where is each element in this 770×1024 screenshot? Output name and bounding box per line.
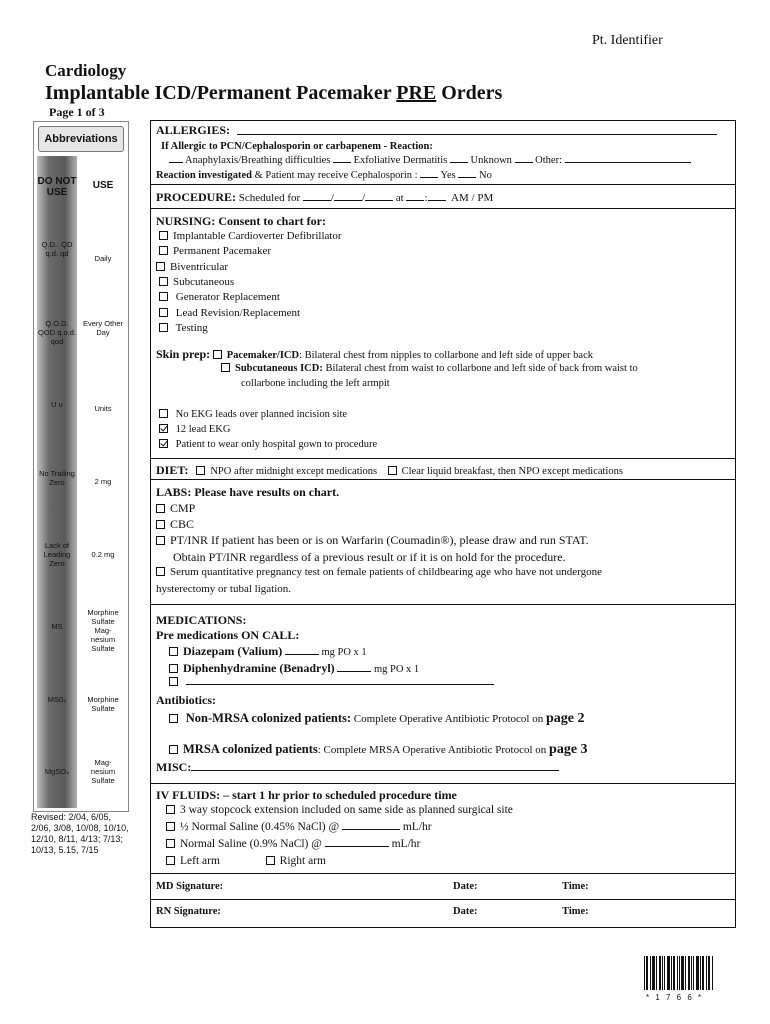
lab-cbc[interactable]: CBC: [156, 517, 194, 532]
checkbox-icon[interactable]: [169, 745, 178, 754]
rn-signature-label: RN Signature:: [156, 906, 221, 917]
md-signature-label: MD Signature:: [156, 881, 224, 892]
diazepam-order[interactable]: Diazepam (Valium) mg PO x 1: [169, 644, 367, 659]
iv-normal-saline[interactable]: Normal Saline (0.9% NaCl) @ mL/hr: [166, 838, 420, 850]
checkbox-icon[interactable]: [266, 856, 275, 865]
iv-arm-options: [166, 855, 326, 867]
procedure-year[interactable]: [365, 200, 393, 201]
checkbox-icon[interactable]: [159, 323, 168, 332]
md-date-label: Date:: [453, 881, 478, 892]
checkbox-icon[interactable]: [159, 409, 168, 418]
checkbox-icon[interactable]: [159, 308, 168, 317]
do-not-use-header: DO NOT USE: [37, 176, 77, 198]
checkbox-icon[interactable]: [388, 466, 397, 475]
normal-saline-rate-field[interactable]: [325, 846, 389, 847]
checkbox-icon[interactable]: [156, 567, 165, 576]
checkbox-icon[interactable]: [169, 647, 178, 656]
barcode: [644, 956, 714, 992]
md-signature-row: [151, 873, 735, 874]
checkbox-icon[interactable]: [169, 664, 178, 673]
reaction-investigated-line: Reaction investigated & Patient may receive Cephalosporin : Yes No: [156, 170, 492, 181]
allergies-label: ALLERGIES:: [156, 123, 231, 137]
abbr-use-6: Morphine Sulfate Mag- nesium Sulfate: [87, 608, 119, 653]
antibiotics-label: Antibiotics:: [156, 693, 216, 707]
checkbox-icon[interactable]: [159, 277, 168, 286]
checkbox-icon[interactable]: [166, 822, 175, 831]
pre-medications-label: Pre medications ON CALL:: [156, 628, 300, 642]
diazepam-dose-field[interactable]: [285, 654, 319, 655]
allergies-field[interactable]: [237, 134, 717, 135]
checkbox-icon[interactable]: [169, 714, 178, 723]
iv-half-normal-saline[interactable]: ½ Normal Saline (0.45% NaCl) @ mL/hr: [166, 821, 432, 833]
reaction-unknown-blank[interactable]: [450, 162, 468, 163]
barcode-bars-icon: [644, 956, 714, 992]
iv-stopcock[interactable]: 3 way stopcock extension included on same side as planned surgical site: [166, 804, 513, 816]
abbr-dont-5: Lack of Leading Zero: [43, 541, 71, 568]
abbr-dont-8: MgSO₄: [44, 767, 70, 776]
procedure-line: PROCEDURE: Scheduled for / / at : AM / PM: [156, 190, 494, 204]
abbr-dont-2: Q.O.D. QOD q.o.d. qod: [38, 319, 76, 346]
abbr-use-4: 2 mg: [94, 477, 112, 486]
checkbox-icon[interactable]: [213, 350, 222, 359]
checkbox-icon[interactable]: [156, 504, 165, 513]
abbr-dont-3: U u: [51, 400, 63, 409]
abbr-use-7: Morphine Sulfate: [87, 695, 119, 713]
pcn-reaction-line: If Allergic to PCN/Cephalosporin or carbapenem - Reaction:: [161, 141, 433, 152]
rn-signature-field[interactable]: [231, 906, 441, 920]
diet-section: [151, 458, 735, 459]
abbr-use-3: Units: [94, 404, 112, 413]
skin-prep-pacemaker[interactable]: Skin prep: Pacemaker/ICD: Bilateral chest from nipples to collarbone and left side of upper back: [156, 347, 593, 361]
checkbox-icon[interactable]: [196, 466, 205, 475]
procedure-hour[interactable]: [406, 200, 424, 201]
consent-pacemaker[interactable]: Permanent Pacemaker: [159, 245, 271, 257]
abbr-dont-6: MS: [51, 622, 63, 631]
diphenhydramine-dose-field[interactable]: [337, 671, 371, 672]
checkbox-icon[interactable]: [166, 839, 175, 848]
other-premed[interactable]: [169, 677, 494, 688]
procedure-day[interactable]: [334, 200, 362, 201]
consent-lead-revision[interactable]: Lead Revision/Replacement: [159, 307, 300, 319]
checkbox-icon[interactable]: [159, 246, 168, 255]
labs-label: LABS: Please have results on chart.: [156, 485, 340, 499]
lab-pregnancy[interactable]: Serum quantitative pregnancy test on female patients of childbearing age who have not undergone: [156, 566, 602, 578]
skin-prep-subcutaneous[interactable]: Subcutaneous ICD: Bilateral chest from waist to collarbone and left side of back from waist to: [221, 363, 638, 374]
reaction-anaphylaxis-blank[interactable]: [169, 162, 183, 163]
cephalosporin-yes-blank[interactable]: [420, 177, 438, 178]
twelve-lead-ekg[interactable]: 12 lead EKG: [159, 424, 230, 435]
reaction-dermatitis-blank[interactable]: [333, 162, 351, 163]
rn-date-label: Date:: [453, 906, 478, 917]
medications-label: MEDICATIONS:: [156, 613, 247, 627]
checkbox-icon[interactable]: [221, 363, 230, 372]
cephalosporin-no-blank[interactable]: [458, 177, 476, 178]
checkbox-icon[interactable]: [156, 520, 165, 529]
other-premed-field[interactable]: [186, 684, 494, 685]
procedure-section: [151, 184, 735, 185]
orders-form: [150, 120, 736, 928]
checkbox-icon[interactable]: [156, 262, 165, 271]
lab-ptinr[interactable]: PT/INR If patient has been or is on Warfarin (Coumadin®), please draw and run STAT.: [156, 533, 589, 548]
page-title: Implantable ICD/Permanent Pacemaker PRE Orders: [45, 82, 503, 104]
department-title: Cardiology: [45, 61, 127, 80]
abbr-use-1: Daily: [94, 254, 112, 263]
abbr-use-2: Every Other Day: [83, 319, 124, 337]
checkbox-icon[interactable]: [159, 292, 168, 301]
misc-field[interactable]: [191, 770, 559, 771]
nursing-label: NURSING: Consent to chart for:: [156, 214, 326, 228]
pt-identifier: Pt. Identifier: [592, 33, 663, 48]
half-saline-rate-field[interactable]: [342, 829, 400, 830]
lab-cmp[interactable]: CMP: [156, 501, 195, 516]
hospital-gown[interactable]: Patient to wear only hospital gown to procedure: [159, 439, 377, 450]
checkbox-icon[interactable]: [159, 231, 168, 240]
iv-fluids-section: [151, 783, 735, 784]
labs-section: [151, 479, 735, 480]
abbr-dont-4: No Trailing Zero: [39, 469, 75, 487]
diet-line: DIET: NPO after midnight except medications Clear liquid breakfast, then NPO except medications: [156, 463, 623, 477]
mrsa-protocol[interactable]: MRSA colonized patients: Complete MRSA Operative Antibiotic Protocol on page 3: [169, 742, 588, 758]
checkbox-icon[interactable]: [156, 536, 165, 545]
reaction-other-field[interactable]: [565, 162, 691, 163]
checkbox-checked-icon[interactable]: [159, 424, 168, 433]
reaction-other-blank[interactable]: [515, 162, 533, 163]
diet-npo-option[interactable]: NPO after midnight except medications: [196, 466, 377, 477]
iv-right-arm[interactable]: Right arm: [266, 855, 326, 867]
md-signature-field[interactable]: [231, 881, 441, 895]
checkbox-icon[interactable]: [169, 677, 178, 686]
misc-label: MISC:: [156, 760, 559, 775]
abbreviations-panel: [33, 121, 129, 812]
page-number: Page 1 of 3: [49, 105, 105, 119]
abbreviations-heading: Abbreviations: [38, 126, 124, 152]
medications-section: [151, 604, 735, 605]
abbr-dont-7: MS0₄: [47, 695, 67, 704]
consent-biventricular[interactable]: Biventricular: [156, 261, 228, 273]
lab-pregnancy-cont: hysterectomy or tubal ligation.: [156, 583, 292, 595]
rn-time-label: Time:: [562, 906, 589, 917]
rn-signature-row: [151, 899, 735, 900]
non-mrsa-protocol[interactable]: Non-MRSA colonized patients: Complete Operative Antibiotic Protocol on page 2: [169, 711, 584, 727]
consent-subcutaneous[interactable]: Subcutaneous: [159, 276, 234, 288]
barcode-text: * 1 7 6 6 *: [646, 993, 704, 1002]
consent-generator[interactable]: Generator Replacement: [159, 291, 280, 303]
reaction-options: Anaphylaxis/Breathing difficulties Exfoliative Dermatitis Unknown Other:: [169, 155, 691, 166]
consent-testing[interactable]: Testing: [159, 322, 208, 334]
checkbox-icon[interactable]: [166, 805, 175, 814]
diphenhydramine-order[interactable]: Diphenhydramine (Benadryl) mg PO x 1: [169, 661, 419, 676]
use-header: USE: [92, 180, 114, 191]
iv-left-arm[interactable]: Left arm: [166, 855, 220, 867]
revision-note: Revised: 2/04, 6/05, 2/06, 3/08, 10/08, 10/10, 12/10, 8/11, 4/13; 7/13; 10/13, 5.15, 7/15: [31, 812, 129, 855]
checkbox-icon[interactable]: [166, 856, 175, 865]
skin-prep-continued: collarbone including the left armpit: [241, 378, 390, 389]
checkbox-checked-icon[interactable]: [159, 439, 168, 448]
abbr-use-8: Mag- nesium Sulfate: [90, 758, 116, 785]
lab-ptinr-note: Obtain PT/INR regardless of a previous result or if it is on hold for the procedure.: [173, 550, 566, 564]
md-time-label: Time:: [562, 881, 589, 892]
abbr-dont-1: Q.D.. QD q.d. qd: [41, 240, 73, 258]
procedure-month[interactable]: [303, 200, 331, 201]
iv-fluids-label: IV FLUIDS: – start 1 hr prior to scheduled procedure time: [156, 788, 457, 802]
procedure-minute[interactable]: [428, 200, 446, 201]
nursing-section: [151, 208, 735, 209]
consent-icd[interactable]: Implantable Cardioverter Defibrillator: [159, 230, 342, 242]
abbr-use-5: 0.2 mg: [91, 550, 115, 559]
diet-clear-liquid-option[interactable]: Clear liquid breakfast, then NPO except medications: [388, 466, 623, 477]
no-ekg-leads[interactable]: No EKG leads over planned incision site: [159, 409, 347, 420]
